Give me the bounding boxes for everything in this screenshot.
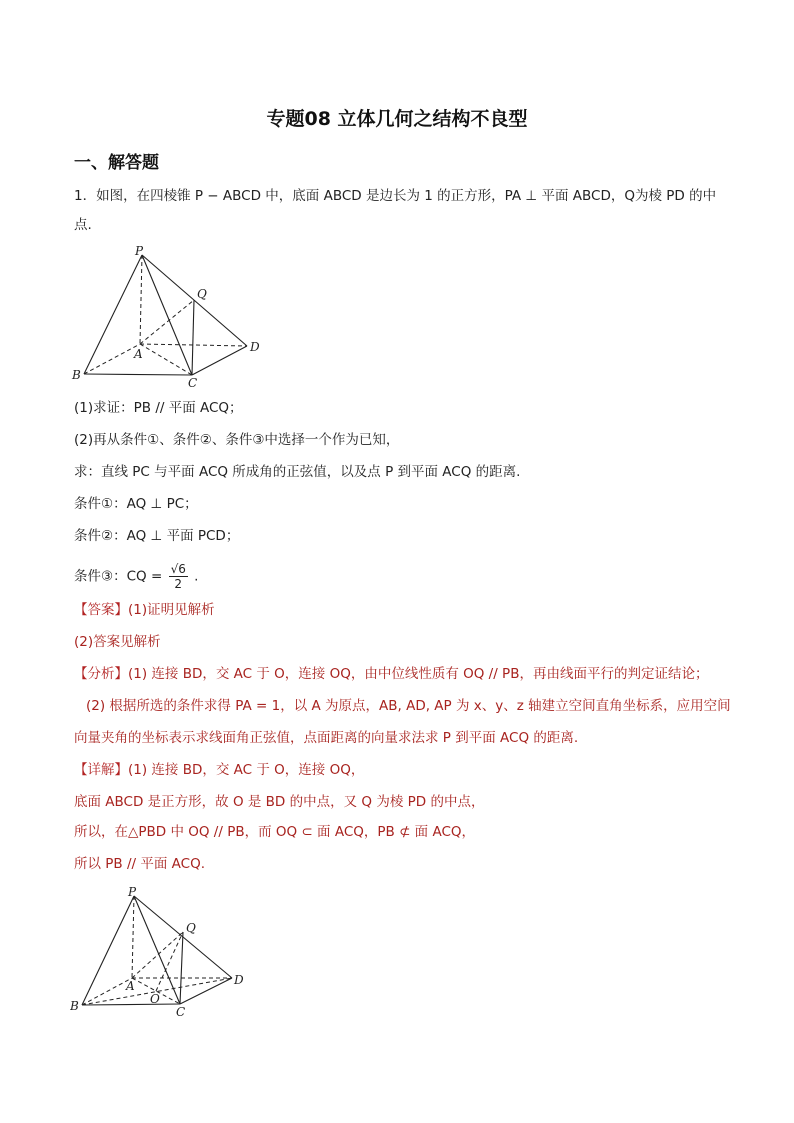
problem-statement-line-1: 1．如图，在四棱锥 P − ABCD 中，底面 ABCD 是边长为 1 的正方形，PA ⊥ 平面 ABCD，Q为棱 PD 的中 (74, 188, 717, 204)
edge-qc (192, 300, 194, 375)
label-c: C (188, 376, 198, 388)
question: 求：直线 PC 与平面 ACQ 所成角的正弦值，以及点 P 到平面 ACQ 的距离. (74, 464, 521, 480)
label-p: P (135, 244, 144, 258)
analysis-line-2: (2) 根据所选的条件求得 PA = 1，以 A 为原点，AB, AD, AP 为 x、y、z 轴建立空间直角坐标系，应用空间 (86, 698, 731, 714)
edge-ba (82, 978, 132, 1005)
page-title: 专题08 立体几何之结构不良型 (266, 108, 528, 130)
detail-line-1 (74, 760, 364, 780)
edge-ad (140, 344, 247, 346)
condition-2: 条件②：AQ ⊥ 平面 PCD； (74, 528, 240, 544)
edge-ba (84, 344, 140, 374)
edge-aq (132, 932, 183, 978)
edge-bc (82, 1004, 180, 1005)
pyramid-figure-1 (70, 243, 270, 388)
edge-cd (180, 978, 232, 1004)
part-2: (2)再从条件①、条件②、条件③中选择一个作为已知， (74, 432, 400, 448)
edge-cd (192, 346, 247, 375)
label-p: P (128, 885, 137, 899)
answer-text-1: (1)证明见解析 (128, 602, 215, 618)
detail-line-4: 所以 PB // 平面 ACQ. (74, 856, 206, 872)
answer-line-1 (74, 600, 215, 620)
label-b: B (70, 999, 79, 1013)
condition-3-suffix: . (194, 568, 199, 585)
edge-pc (142, 255, 192, 375)
edge-qc (180, 932, 183, 1004)
analysis-line-3: 向量夹角的坐标表示求线面角正弦值，点面距离的向量求法求 P 到平面 ACQ 的距离. (74, 730, 579, 746)
label-q: Q (197, 287, 207, 301)
label-c: C (176, 1005, 186, 1019)
edge-oq (156, 932, 183, 991)
condition-1: 条件①：AQ ⊥ PC； (74, 496, 198, 512)
part-1: (1)求证：PB // 平面 ACQ； (74, 400, 243, 416)
label-a: A (134, 347, 143, 361)
label-b: B (72, 368, 81, 382)
problem-statement-line-2: 点. (74, 217, 92, 233)
condition-3-prefix: 条件③：CQ = (74, 568, 163, 585)
section-heading: 一、解答题 (74, 153, 159, 173)
detail-label: 【详解】 (74, 762, 128, 778)
label-d: D (250, 340, 260, 354)
detail-line-3: 所以，在△PBD 中 OQ // PB，而 OQ ⊂ 面 ACQ，PB ⊄ 面 ACQ， (74, 824, 476, 840)
label-d: D (234, 973, 244, 987)
label-o: O (150, 992, 160, 1006)
edge-aq (140, 300, 194, 344)
analysis-line-1 (74, 664, 708, 684)
edge-pa (140, 255, 142, 344)
pyramid-figure-2 (70, 884, 260, 1019)
fraction-denominator: 2 (174, 577, 183, 591)
condition-3 (74, 562, 198, 591)
label-a: A (126, 979, 135, 993)
edge-bc (84, 374, 192, 375)
answer-label: 【答案】 (74, 602, 128, 618)
answer-line-2: (2)答案见解析 (74, 634, 161, 650)
fraction-sqrt6-over-2 (169, 562, 188, 591)
analysis-label: 【分析】 (74, 666, 128, 682)
detail-text-1: (1) 连接 BD，交 AC 于 O，连接 OQ， (128, 762, 365, 778)
detail-line-2: 底面 ABCD 是正方形，故 O 是 BD 的中点，又 Q 为棱 PD 的中点， (74, 794, 485, 810)
analysis-text-1: (1) 连接 BD，交 AC 于 O，连接 OQ，由中位线性质有 OQ // PB，再由线面平行的判定证结论； (128, 666, 709, 682)
fraction-numerator: √6 (170, 562, 186, 576)
edge-pa (132, 896, 134, 978)
label-q: Q (186, 921, 196, 935)
edge-ac (140, 344, 192, 375)
